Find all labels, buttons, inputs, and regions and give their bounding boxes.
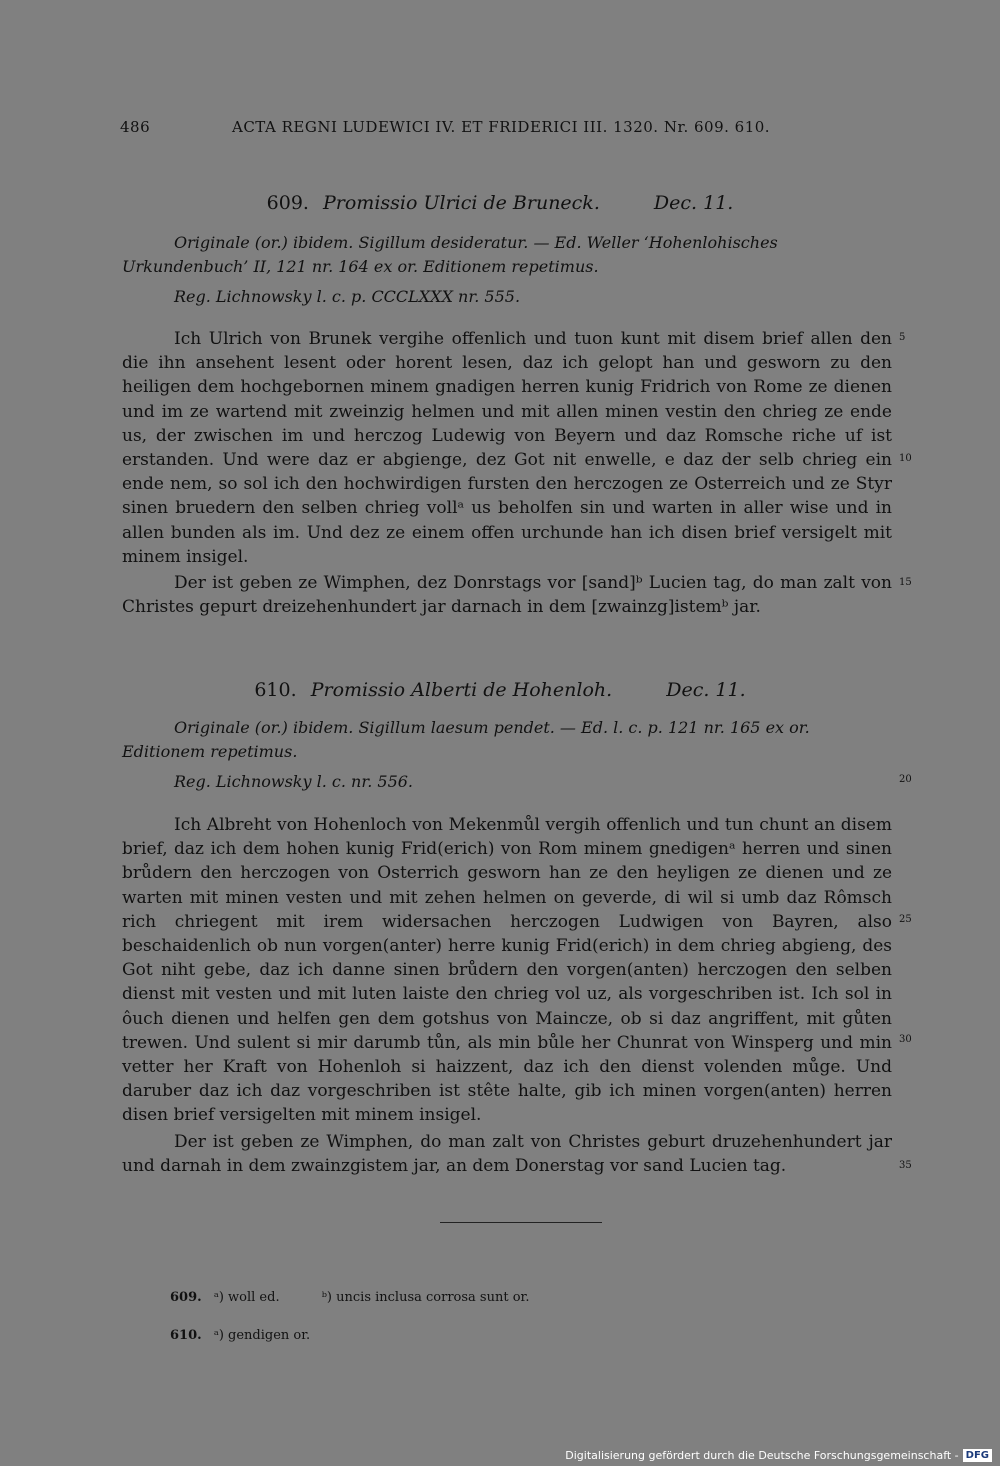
footnote-divider (440, 1222, 602, 1223)
doc609-title: Promissio Ulrici de Bruneck. (323, 192, 600, 214)
doc609-number: 609. (266, 192, 309, 214)
doc610-meta (122, 716, 892, 794)
doc609-meta (122, 231, 892, 309)
doc610-body (122, 813, 892, 1178)
doc610-title: Promissio Alberti de Hohenloh. (310, 679, 613, 701)
running-head-title: ACTA REGNI LUDEWICI IV. ET FRIDERICI III. 1320. Nr. 609. 610. (232, 118, 771, 136)
doc609-body (122, 327, 892, 619)
dfg-logo: DFG (963, 1449, 992, 1462)
margin-line-number: 35 (899, 1160, 912, 1171)
margin-line-number: 10 (899, 453, 912, 464)
doc610-paragraph-1: Ich Albreht von Hohenloch von Mekenmůl vergih offenlich und tun chunt an disem brief, daz ich dem hohen kunig Frid(erich) von Rom minem gnedigenᵃ herren und sinen brůdern den herczogen von Osterrich gesworn han ze den heyligen ze dienen und ze warten mit minen vesten und mit zehen helmen on geverde, di wil si umb daz Rômsch rich chriegent mit irem widersachen herczogen Ludwigen von Bayren, also beschaidenlich ob nun vorgen(anter) herre kunig Frid(erich) in dem chrieg abgieng, des Got niht gebe, daz ich danne sinen brůdern den vorgen(anten) herczogen den selben dienst mit vesten und mit luten laiste den chrieg vol uz, als vorgeschriben ist. Ich sol in ôuch dienen und helfen gen dem gotshus von Maincze, ob si daz angriffent, mit gůten trewen. Und sulent si mir darumb tůn, als min bůle her Chunrat von Winsperg und min vetter her Kraft von Hohenloh si haizzent, daz ich den dienst volenden můge. Und daruber daz ich daz vorgeschriben ist stête halte, gib ich minen vorgen(anten) herren disen brief versigelten mit minem insigel. (122, 815, 892, 1126)
dfg-credit (565, 1449, 992, 1462)
footnote-610 (170, 1328, 310, 1343)
page-number: 486 (120, 118, 151, 136)
margin-line-number: 5 (899, 332, 906, 343)
doc610-meta-line2: Reg. Lichnowsky l. c. nr. 556. (174, 772, 414, 791)
margin-line-number: 20 (899, 774, 912, 785)
footnote-609-number: 609. (170, 1290, 202, 1305)
doc609-paragraph-1: Ich Ulrich von Brunek vergihe offenlich und tuon kunt mit disem brief allen den die ihn ansehent lesent oder horent lesen, daz ich gelopt han und gesworn zu den heiligen dem hochgebornen minem gnadigen herren kunig Fridrich von Rome ze dienen und im ze wartend mit zweinzig helmen und mit allen minen vestin den chrieg ze ende us, der zwischen im und herczog Ludewig von Beyern und daz Romsche riche uf ist erstanden. Und were daz er abgienge, dez Got nit enwelle, e daz der selb chrieg ein ende nem, so sol ich den hochwirdigen fursten den herczogen ze Osterreich und ze Styr sinen bruedern den selben chrieg vollᵃ us beholfen sin und warten in aller wise und in allen bunden als im. Und dez ze einem offen urchunde han ich disen brief versigelt mit minem insigel. (122, 329, 892, 567)
doc609-date: Dec. 11. (653, 192, 734, 214)
footnote-609-a: ᵃ) woll ed. (213, 1290, 280, 1305)
doc610-number: 610. (254, 679, 297, 701)
doc610-date: Dec. 11. (666, 679, 746, 701)
doc610-heading (0, 679, 1000, 701)
footnote-610-number: 610. (170, 1328, 202, 1343)
footnote-610-a: ᵃ) gendigen or. (213, 1328, 311, 1343)
doc609-meta-line2: Reg. Lichnowsky l. c. p. CCCLXXX nr. 555. (174, 287, 521, 306)
margin-line-number: 30 (899, 1034, 912, 1045)
footnote-609 (170, 1290, 529, 1305)
margin-line-number: 25 (899, 914, 912, 925)
footnote-609-b: ᵇ) uncis inclusa corrosa sunt or. (321, 1290, 530, 1305)
doc609-paragraph-2: Der ist geben ze Wimphen, dez Donrstags vor [sand]ᵇ Lucien tag, do man zalt von Christes gepurt dreizehenhundert jar darnach in dem [zwainzg]istemᵇ jar. (122, 573, 892, 618)
margin-line-number: 15 (899, 577, 912, 588)
doc609-heading (0, 192, 1000, 214)
doc610-meta-line1: Originale (or.) ibidem. Sigillum laesum pendet. — Ed. l. c. p. 121 nr. 165 ex or. Editionem repetimus. (122, 718, 810, 761)
doc609-meta-line1: Originale (or.) ibidem. Sigillum desideratur. — Ed. Weller ‘Hohenlohisches Urkundenbuch’ II, 121 nr. 164 ex or. Editionem repetimus. (122, 233, 778, 276)
doc610-paragraph-2: Der ist geben ze Wimphen, do man zalt von Christes geburt druzehenhundert jar und darnah in dem zwainzgistem jar, an dem Donerstag vor sand Lucien tag. (122, 1131, 892, 1176)
dfg-credit-text: Digitalisierung gefördert durch die Deutsche Forschungsgemeinschaft - (565, 1449, 959, 1462)
